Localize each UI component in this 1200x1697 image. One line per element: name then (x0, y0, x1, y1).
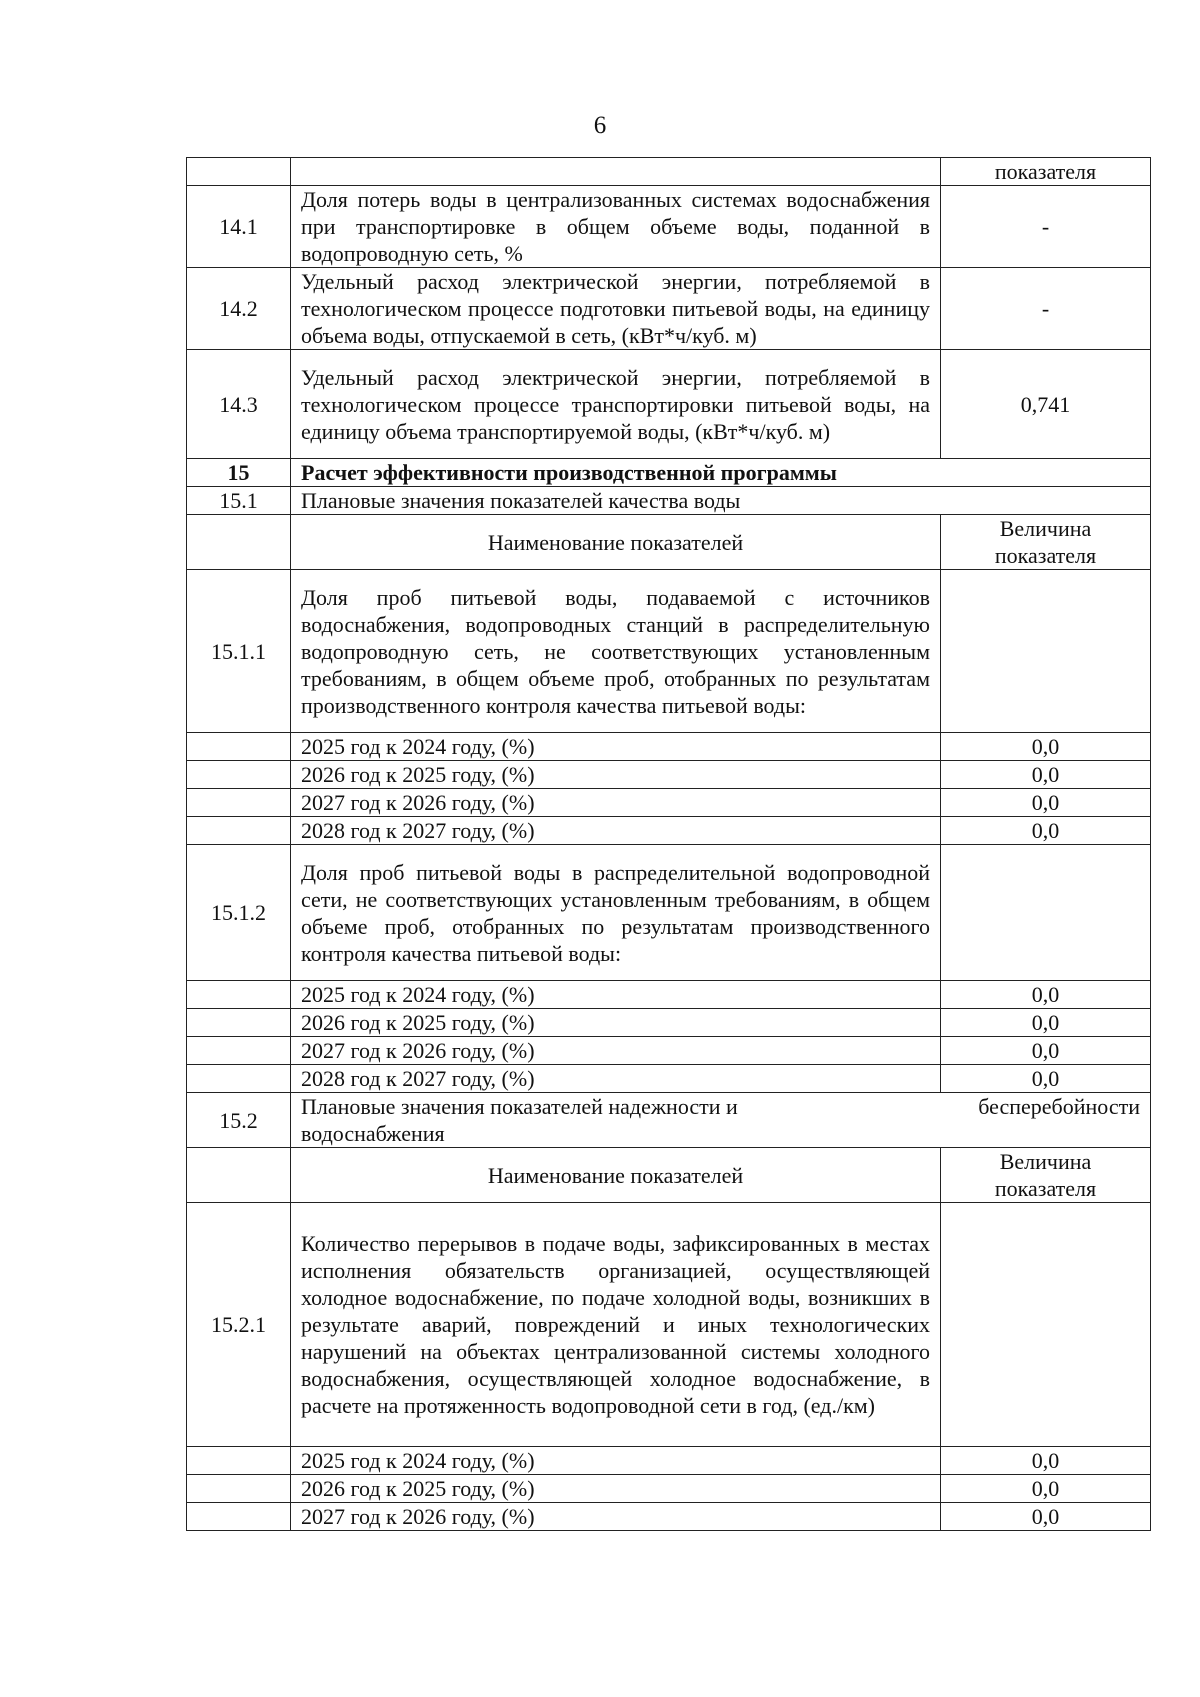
year-label: 2026 год к 2025 году, (%) (291, 1475, 941, 1503)
cell-num (187, 817, 291, 845)
header-name: Наименование показателей (291, 515, 941, 570)
row-value (941, 570, 1151, 733)
row-value: - (941, 186, 1151, 268)
section-row-15-2 (187, 1093, 1151, 1148)
year-row (187, 761, 1151, 789)
cell-num (187, 981, 291, 1009)
year-value: 0,0 (941, 789, 1151, 817)
section-title: Расчет эффективности производственной программы (291, 459, 1151, 487)
cell-num (187, 158, 291, 186)
year-value: 0,0 (941, 761, 1151, 789)
year-value: 0,0 (941, 1447, 1151, 1475)
table-row (187, 268, 1151, 350)
year-label: 2028 год к 2027 году, (%) (291, 817, 941, 845)
table-row (187, 1203, 1151, 1447)
year-label: 2027 год к 2026 году, (%) (291, 789, 941, 817)
cell-num (187, 1148, 291, 1203)
year-value: 0,0 (941, 817, 1151, 845)
year-value: 0,0 (941, 1503, 1151, 1531)
table-row-header-continuation (187, 158, 1151, 186)
year-row (187, 789, 1151, 817)
cell-num (187, 1037, 291, 1065)
year-label: 2026 год к 2025 году, (%) (291, 761, 941, 789)
row-text: Доля проб питьевой воды в распределительной водопроводной сети, не соответствующих установленным требованиям, в общем объеме проб, отобранных по результатам производственного контроля качества питьевой воды: (291, 845, 941, 981)
table-row (187, 845, 1151, 981)
year-value: 0,0 (941, 1037, 1151, 1065)
row-number: 14.3 (187, 350, 291, 459)
page-number: 6 (593, 112, 607, 139)
table-row (187, 186, 1151, 268)
header-name: Наименование показателей (291, 1148, 941, 1203)
section-number: 15.1 (187, 487, 291, 515)
row-value (941, 1203, 1151, 1447)
year-row (187, 981, 1151, 1009)
section-title (291, 1093, 1151, 1148)
year-row (187, 1037, 1151, 1065)
row-text: Доля проб питьевой воды, подаваемой с источников водоснабжения, водопроводных станций в распределительную водопроводную сеть, не соответствующих установленным требованиям, в общем объеме проб, отобранных по результатам производственного контроля качества питьевой воды: (291, 570, 941, 733)
section-title-part2: бесперебойности (978, 1094, 1140, 1119)
year-label: 2025 год к 2024 году, (%) (291, 733, 941, 761)
year-label: 2025 год к 2024 году, (%) (291, 1447, 941, 1475)
cell-num (187, 1447, 291, 1475)
year-row (187, 1447, 1151, 1475)
cell-num (187, 1503, 291, 1531)
header-value: Величина показателя (941, 515, 1151, 570)
cell-num (187, 761, 291, 789)
year-value: 0,0 (941, 733, 1151, 761)
row-number: 15.2.1 (187, 1203, 291, 1447)
year-value: 0,0 (941, 1009, 1151, 1037)
row-number: 15.1.2 (187, 845, 291, 981)
cell-num (187, 515, 291, 570)
year-value: 0,0 (941, 1065, 1151, 1093)
cell-num (187, 733, 291, 761)
year-label: 2026 год к 2025 году, (%) (291, 1009, 941, 1037)
cell-num (187, 1475, 291, 1503)
row-text: Количество перерывов в подаче воды, зафиксированных в местах исполнения обязательств организацией, осуществляющей холодное водоснабжение, по подаче холодной воды, возникших в результате аварий, повреждений и иных технологических нарушений на объектах централизованной системы холодного водоснабжения, осуществляющей холодное водоснабжение, в расчете на протяженность водопроводной сети в год, (ед./км) (291, 1203, 941, 1447)
table-row (187, 350, 1151, 459)
section-title: Плановые значения показателей качества воды (291, 487, 1151, 515)
year-label: 2028 год к 2027 году, (%) (291, 1065, 941, 1093)
cell-text (291, 158, 941, 186)
row-number: 15.1.1 (187, 570, 291, 733)
row-value (941, 845, 1151, 981)
row-number: 14.1 (187, 186, 291, 268)
year-row (187, 733, 1151, 761)
section-row-15-1 (187, 487, 1151, 515)
column-header-row (187, 1148, 1151, 1203)
section-row-15 (187, 459, 1151, 487)
section-number: 15.2 (187, 1093, 291, 1148)
year-label: 2025 год к 2024 году, (%) (291, 981, 941, 1009)
section-title-part1: Плановые значения показателей надежности и (301, 1094, 738, 1119)
year-value: 0,0 (941, 981, 1151, 1009)
header-value: Величина показателя (941, 1148, 1151, 1203)
year-value: 0,0 (941, 1475, 1151, 1503)
row-text: Удельный расход электрической энергии, потребляемой в технологическом процессе транспортировки питьевой воды, на единицу объема транспортируемой воды, (кВт*ч/куб. м) (291, 350, 941, 459)
year-row (187, 1009, 1151, 1037)
year-row (187, 1065, 1151, 1093)
row-text: Доля потерь воды в централизованных системах водоснабжения при транспортировке в общем объеме воды, поданной в водопроводную сеть, % (291, 186, 941, 268)
section-title-part3: водоснабжения (301, 1121, 445, 1146)
indicators-table (186, 157, 1151, 1531)
row-value: - (941, 268, 1151, 350)
row-value: 0,741 (941, 350, 1151, 459)
year-label: 2027 год к 2026 году, (%) (291, 1037, 941, 1065)
year-label: 2027 год к 2026 году, (%) (291, 1503, 941, 1531)
year-row (187, 1475, 1151, 1503)
section-number: 15 (187, 459, 291, 487)
row-number: 14.2 (187, 268, 291, 350)
cell-num (187, 1065, 291, 1093)
year-row (187, 1503, 1151, 1531)
cell-num (187, 1009, 291, 1037)
column-header-row (187, 515, 1151, 570)
cell-header-cont: показателя (941, 158, 1151, 186)
cell-num (187, 789, 291, 817)
table-row (187, 570, 1151, 733)
row-text: Удельный расход электрической энергии, потребляемой в технологическом процессе подготовки питьевой воды, на единицу объема воды, отпускаемой в сеть, (кВт*ч/куб. м) (291, 268, 941, 350)
year-row (187, 817, 1151, 845)
